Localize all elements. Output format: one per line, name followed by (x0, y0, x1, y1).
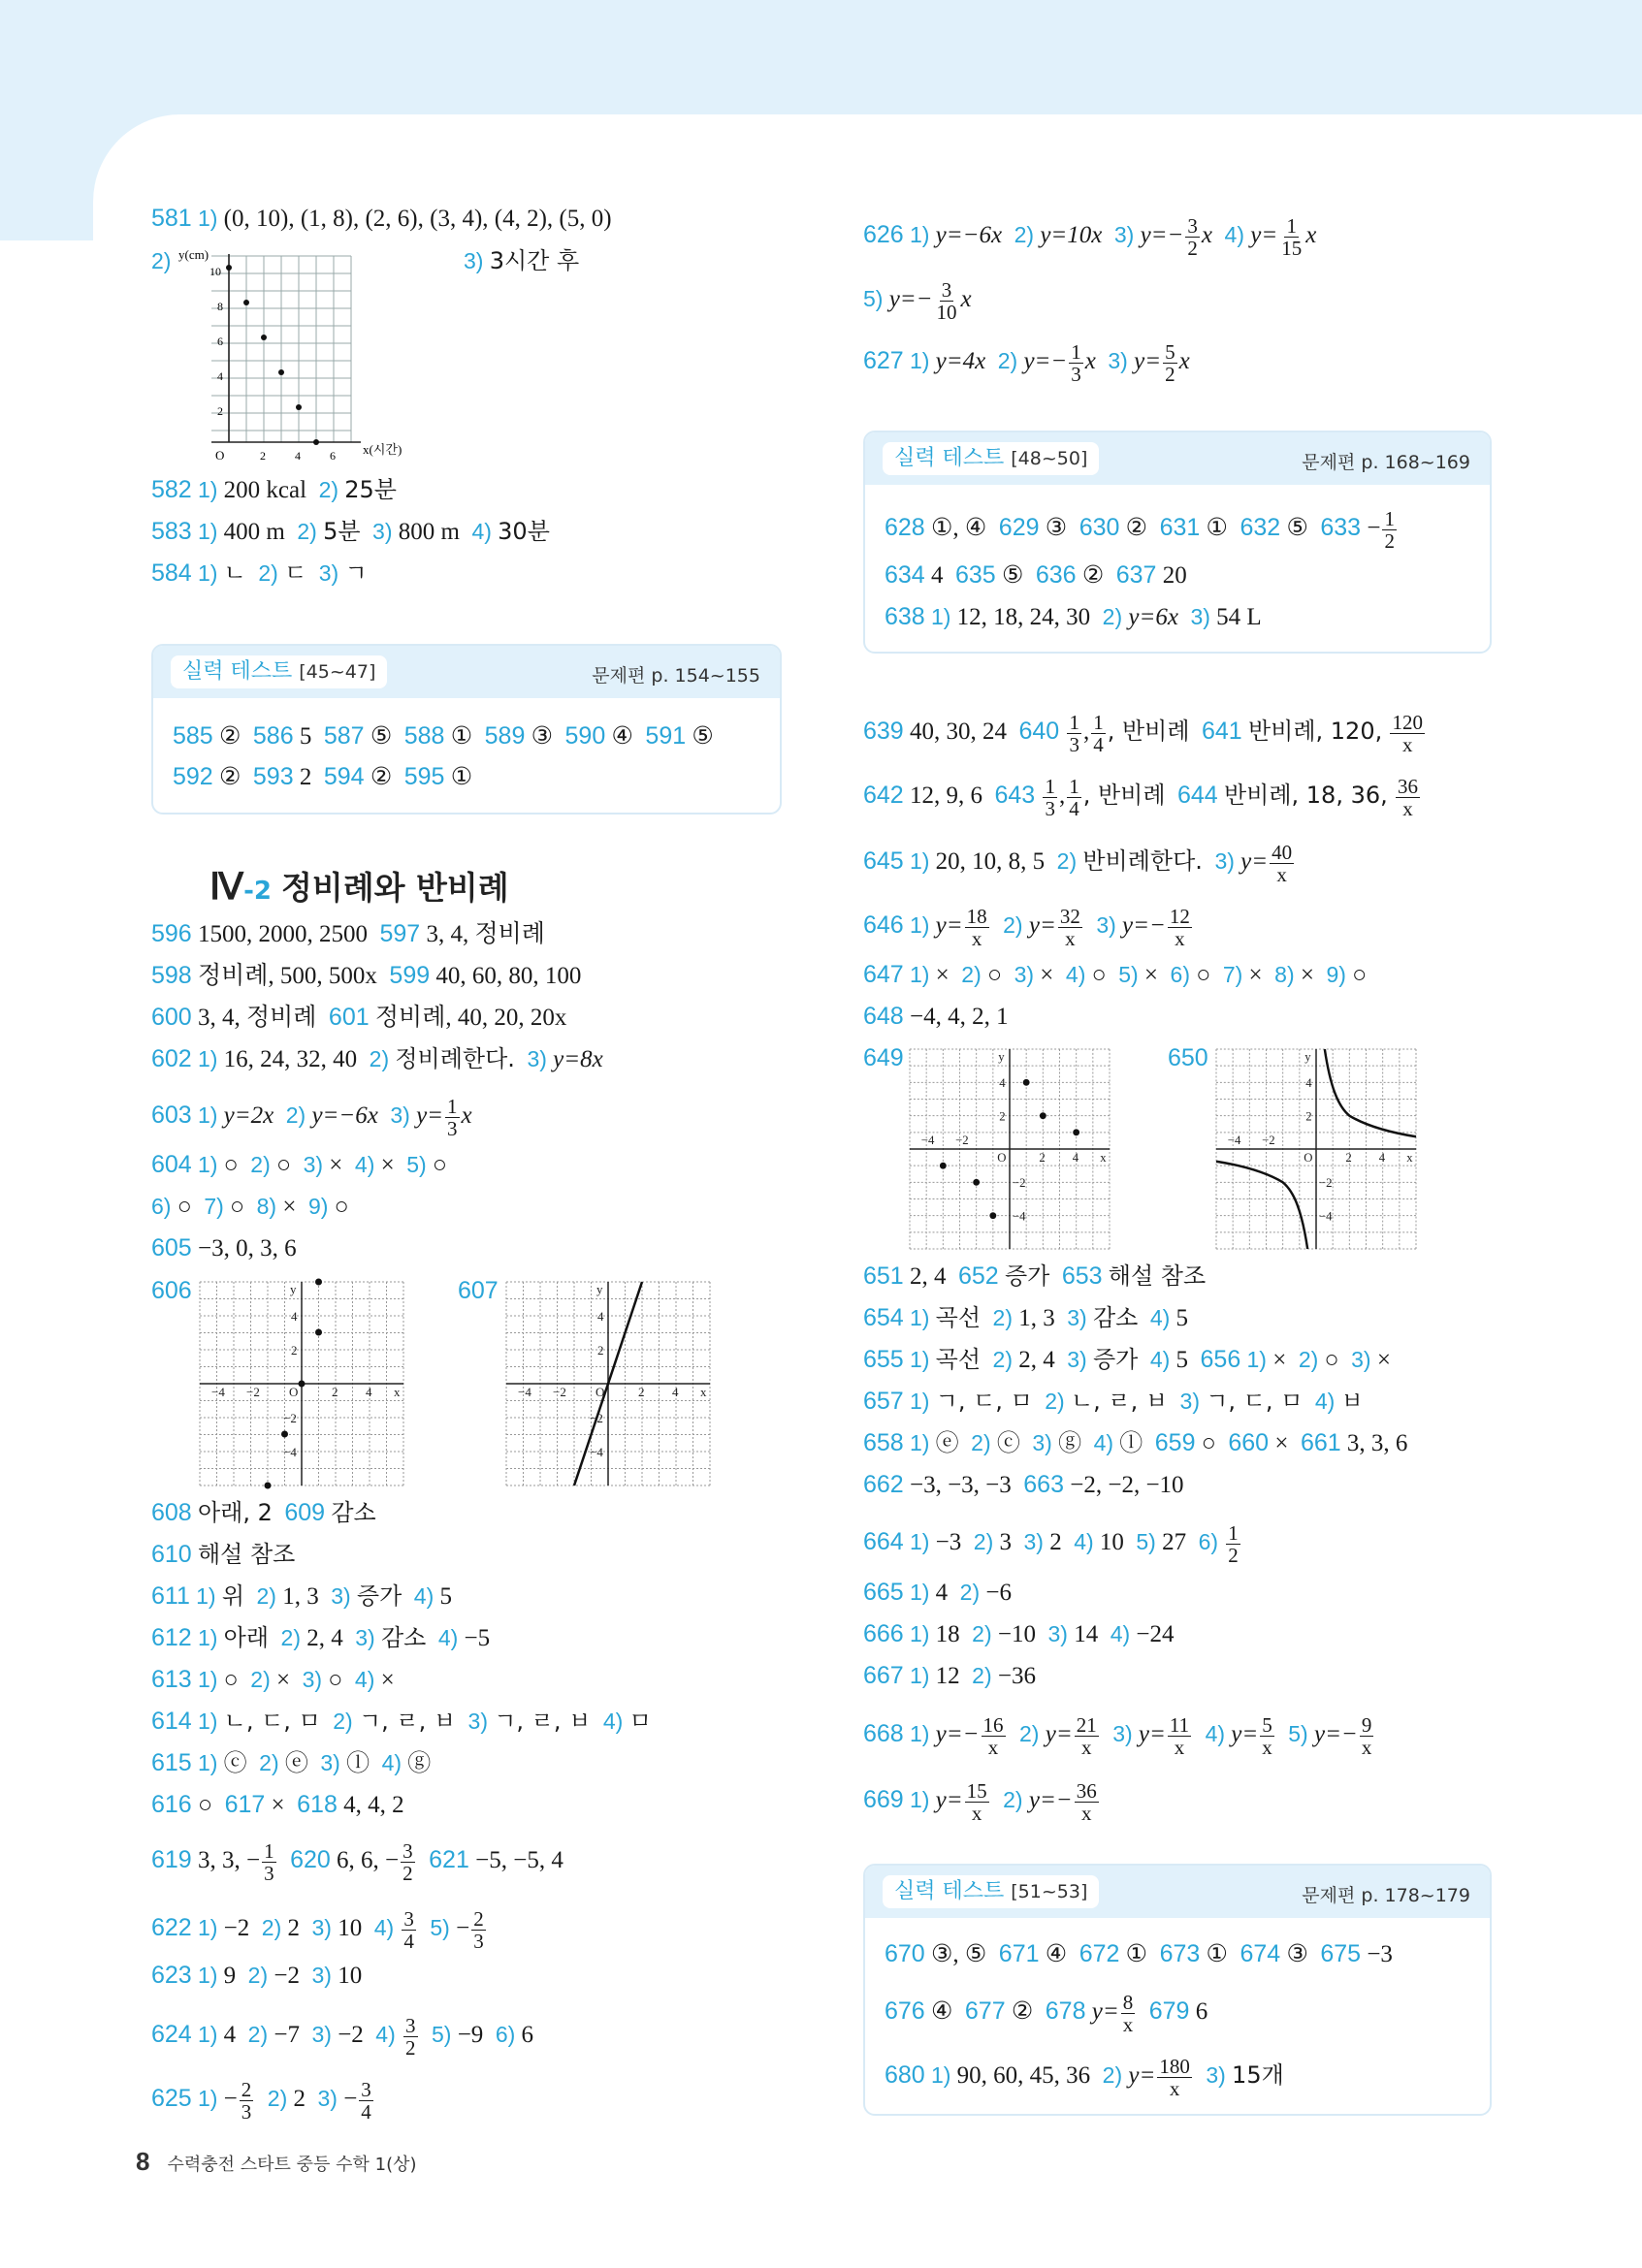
label-649: 649 (863, 1044, 904, 1071)
answer-623: 623 1) 9 2) −2 3) 10 (151, 1962, 363, 1989)
answer-584: 584 1) ㄴ 2) ㄷ 3) ㄱ (151, 559, 368, 587)
svg-text:y: y (596, 1282, 603, 1296)
svg-text:8: 8 (217, 300, 223, 313)
svg-text:−2: −2 (590, 1411, 603, 1425)
answer-662-663: 662 −3, −3, −3 663 −2, −2, −10 (863, 1471, 1184, 1498)
svg-text:4: 4 (597, 1309, 604, 1324)
svg-text:−2: −2 (955, 1134, 969, 1148)
svg-text:2: 2 (1305, 1109, 1312, 1124)
svg-text:2: 2 (332, 1385, 338, 1399)
svg-text:−4: −4 (1227, 1134, 1241, 1148)
svg-text:O: O (997, 1150, 1007, 1165)
answer-615: 615 1) ⓒ 2) ⓔ 3) ⓛ 4) ⓖ (151, 1749, 432, 1776)
answer-610: 610 해설 참조 (151, 1541, 296, 1568)
answer-668: 668 1) y=− $\frac{16}{x}$ 2) y= $\frac{21}{x}$ 3) y= $\frac{11}{x}$ 4) y= $\frac{5}{x}$ 5) y=− $\frac{9}{x}$ (863, 1713, 1372, 1759)
graph-650 (1216, 1049, 1416, 1249)
answer-645: 645 1) 20, 10, 8, 5 2) 반비례한다. 3) y= $\frac{40}{x}$ (863, 841, 1293, 886)
answer-647: 647 1) × 2) ○ 3) × 4) ○ 5) × 6) ○ 7) × 8) × 9) ○ (863, 961, 1368, 988)
answer-666: 666 1) 18 2) −10 3) 14 4) −24 (863, 1620, 1175, 1647)
svg-text:O: O (596, 1385, 605, 1399)
answer-581: 581 1) (0, 10), (1, 8), (2, 6), (3, 4), (4, 2), (5, 0) (151, 205, 612, 232)
answer-608-609: 608 아래, 2 609 감소 (151, 1499, 376, 1526)
svg-text:4: 4 (295, 449, 301, 463)
answer-665: 665 1) 4 2) −6 (863, 1579, 1012, 1606)
graph-581 (178, 247, 423, 467)
svg-text:y: y (998, 1049, 1005, 1064)
svg-text:y(cm): y(cm) (178, 247, 209, 262)
answer-613: 613 1) ○ 2) × 3) ○ 4) × (151, 1666, 395, 1693)
label-606: 606 (151, 1277, 192, 1304)
num-581: 581 (151, 205, 192, 232)
answer-669: 669 1) y= $\frac{15}{x}$ 2) y=− $\frac{36}{x}$ (863, 1779, 1097, 1825)
svg-text:4: 4 (217, 369, 223, 383)
svg-text:2: 2 (1345, 1150, 1352, 1165)
answer-638: 638 1) 12, 18, 24, 30 2) y=6x 3) 54 L (885, 603, 1262, 630)
corner-tab (0, 114, 93, 240)
section-title: Ⅳ-2 정비례와 반비례 (209, 867, 509, 908)
answer-670-675: 670 ③, ⑤ 671 ④ 672 ① 673 ① 674 ③ 675 −3 (885, 1940, 1393, 1967)
skill-test-box-2: 실력 테스트 [48~50] 문제편 p. 168~169 (863, 431, 1492, 654)
answer-616-618: 616 ○ 617 × 618 4, 4, 2 (151, 1791, 404, 1818)
svg-text:x: x (1406, 1150, 1413, 1165)
answer-581-3: 3) 3시간 후 (464, 247, 580, 274)
answer-604b: 6) ○ 7) ○ 8) × 9) ○ (151, 1194, 349, 1220)
svg-text:4: 4 (1305, 1076, 1312, 1091)
svg-text:−2: −2 (246, 1385, 260, 1399)
answer-598-599: 598 정비례, 500, 500x 599 40, 60, 80, 100 (151, 962, 582, 989)
answer-654: 654 1) 곡선 2) 1, 3 3) 감소 4) 5 (863, 1304, 1189, 1331)
answer-657: 657 1) ㄱ, ㄷ, ㅁ 2) ㄴ, ㄹ, ㅂ 3) ㄱ, ㄷ, ㅁ 4) ㅂ (863, 1388, 1364, 1415)
answer-600-601: 600 3, 4, 정비례 601 정비례, 40, 20, 20x (151, 1004, 567, 1031)
skill-test-box-3: 실력 테스트 [51~53] 문제편 p. 178~179 (863, 1864, 1492, 2116)
answer-626-5: 5) y=− $\frac{3}{10}$ x (863, 278, 972, 324)
svg-text:−4: −4 (211, 1385, 225, 1399)
answer-651-653: 651 2, 4 652 증가 653 해설 참조 (863, 1262, 1207, 1290)
answer-602: 602 1) 16, 24, 32, 40 2) 정비례한다. 3) y=8x (151, 1045, 603, 1072)
label-650: 650 (1168, 1044, 1208, 1071)
svg-text:x: x (394, 1385, 401, 1399)
svg-text:x: x (700, 1385, 707, 1399)
answer-667: 667 1) 12 2) −36 (863, 1662, 1036, 1689)
svg-text:−2: −2 (283, 1411, 297, 1425)
answer-581-2: 2) (151, 248, 172, 273)
answer-680: 680 1) 90, 60, 45, 36 2) y= $\frac{180}{x}$ 3) 15개 (885, 2055, 1284, 2100)
svg-text:−2: −2 (1012, 1176, 1026, 1191)
answer-612: 612 1) 아래 2) 2, 4 3) 감소 4) −5 (151, 1624, 491, 1651)
answer-583: 583 1) 400 m 2) 5분 3) 800 m 4) 30분 (151, 518, 550, 545)
svg-text:−4: −4 (518, 1385, 531, 1399)
svg-text:4: 4 (999, 1076, 1006, 1091)
svg-text:−2: −2 (1262, 1134, 1275, 1148)
svg-text:−4: −4 (283, 1445, 297, 1459)
svg-text:4: 4 (1072, 1150, 1079, 1165)
answer-642-644: 642 12, 9, 6 643 $\frac{1}{3}$ , $\frac{1}{4}$ , 반비례 644 반비례, 18, 36, $\frac{36}{x}$ (863, 775, 1418, 820)
answer-582: 582 1) 200 kcal 2) 25분 (151, 476, 397, 503)
svg-text:6: 6 (330, 449, 336, 463)
answer-627: 627 1) y=4x 2) y=− $\frac{1}{3}$ x 3) y= $\frac{5}{2}$ x (863, 340, 1190, 386)
svg-text:2: 2 (217, 404, 223, 418)
answer-624: 624 1) 4 2) −7 3) −2 4) $\frac{3}{2}$ 5) −9 6) 6 (151, 2014, 534, 2060)
answer-639-641: 639 40, 30, 24 640 $\frac{1}{3}$ , $\frac{1}{4}$ , 반비례 641 반비례, 120, $\frac{120}{x}$ (863, 711, 1423, 756)
svg-text:−2: −2 (553, 1385, 566, 1399)
answer-611: 611 1) 위 2) 1, 3 3) 증가 4) 5 (151, 1582, 452, 1610)
label-607: 607 (458, 1277, 499, 1304)
svg-text:2: 2 (597, 1343, 604, 1358)
answer-622: 622 1) −2 2) 2 3) 10 4) $\frac{3}{4}$ 5) − $\frac{2}{3}$ (151, 1907, 484, 1953)
svg-text:6: 6 (217, 335, 223, 348)
answer-626: 626 1) y=−6x 2) y=10x 3) y=− $\frac{3}{2}$ x 4) y= $\frac{1}{15}$ x (863, 214, 1317, 260)
svg-text:x: x (1100, 1150, 1107, 1165)
answer-604a: 604 1) ○ 2) ○ 3) × 4) × 5) ○ (151, 1151, 448, 1178)
svg-text:2: 2 (999, 1109, 1006, 1124)
svg-text:2: 2 (638, 1385, 645, 1399)
answer-664: 664 1) −3 2) 3 3) 2 4) 10 5) 27 6) $\frac{1}{2}$ (863, 1521, 1239, 1567)
top-band (0, 0, 1642, 114)
answer-619-621: 619 3, 3, − $\frac{1}{3}$ 620 6, 6, − $\frac{3}{2}$ 621 −5, −5, 4 (151, 1839, 563, 1885)
svg-text:4: 4 (366, 1385, 372, 1399)
graph-607 (506, 1282, 710, 1485)
svg-text:10: 10 (209, 265, 221, 278)
answer-658-661: 658 1) ⓔ 2) ⓒ 3) ⓖ 4) ⓛ 659 ○ 660 × 661 3, 3, 6 (863, 1429, 1408, 1456)
graph-649 (910, 1049, 1110, 1249)
svg-text:y: y (290, 1282, 297, 1296)
svg-text:2: 2 (260, 449, 266, 463)
answer-628-633: 628 ①, ④ 629 ③ 630 ② 631 ① 632 ⑤ 633 − $\frac{1}{2}$ (885, 507, 1395, 553)
graph-606 (200, 1282, 403, 1485)
svg-text:O: O (215, 448, 225, 463)
answer-614: 614 1) ㄴ, ㄷ, ㅁ 2) ㄱ, ㄹ, ㅂ 3) ㄱ, ㄹ, ㅂ 4) ㅁ (151, 1708, 652, 1735)
answer-634-637: 634 4 635 ⑤ 636 ② 637 20 (885, 561, 1187, 589)
svg-text:−4: −4 (590, 1445, 603, 1459)
answer-605: 605 −3, 0, 3, 6 (151, 1234, 297, 1262)
svg-text:2: 2 (1039, 1150, 1046, 1165)
answer-603: 603 1) y=2x 2) y=−6x 3) y= $\frac{1}{3}$ x (151, 1095, 472, 1140)
svg-text:2: 2 (291, 1343, 298, 1358)
svg-text:4: 4 (291, 1309, 298, 1324)
answer-585-591: 585 ② 586 5 587 ⑤ 588 ① 589 ③ 590 ④ 591 ⑤ (173, 722, 714, 750)
answer-596-597: 596 1500, 2000, 2500 597 3, 4, 정비례 (151, 920, 545, 947)
svg-text:O: O (289, 1385, 299, 1399)
svg-text:y: y (1304, 1049, 1311, 1064)
svg-text:−4: −4 (920, 1134, 935, 1148)
svg-text:4: 4 (1378, 1150, 1386, 1165)
answer-655-656: 655 1) 곡선 2) 2, 4 3) 증가 4) 5 656 1) × 2) ○ 3) × (863, 1346, 1391, 1373)
svg-text:4: 4 (672, 1385, 679, 1399)
svg-text:−4: −4 (1318, 1209, 1333, 1224)
answer-592-595: 592 ② 593 2 594 ② 595 ① (173, 763, 473, 790)
svg-text:−2: −2 (1318, 1176, 1333, 1191)
answer-646: 646 1) y= $\frac{18}{x}$ 2) y= $\frac{32}{x}$ 3) y=− $\frac{12}{x}$ (863, 905, 1190, 950)
skill-test-box-1: 실력 테스트 [45~47] 문제편 p. 154~155 (151, 644, 782, 815)
page-footer: 8 수력충전 스타트 중등 수학 1(상) (136, 2147, 417, 2176)
answer-648: 648 −4, 4, 2, 1 (863, 1003, 1009, 1030)
svg-text:O: O (1304, 1150, 1313, 1165)
svg-text:x(시간): x(시간) (363, 442, 402, 457)
answer-676-679: 676 ④ 677 ② 678 y= $\frac{8}{x}$ 679 6 (885, 1991, 1208, 2036)
answer-625: 625 1) − $\frac{2}{3}$ 2) 2 3) − $\frac{3}{4}$ (151, 2078, 371, 2124)
svg-text:−4: −4 (1012, 1209, 1026, 1224)
